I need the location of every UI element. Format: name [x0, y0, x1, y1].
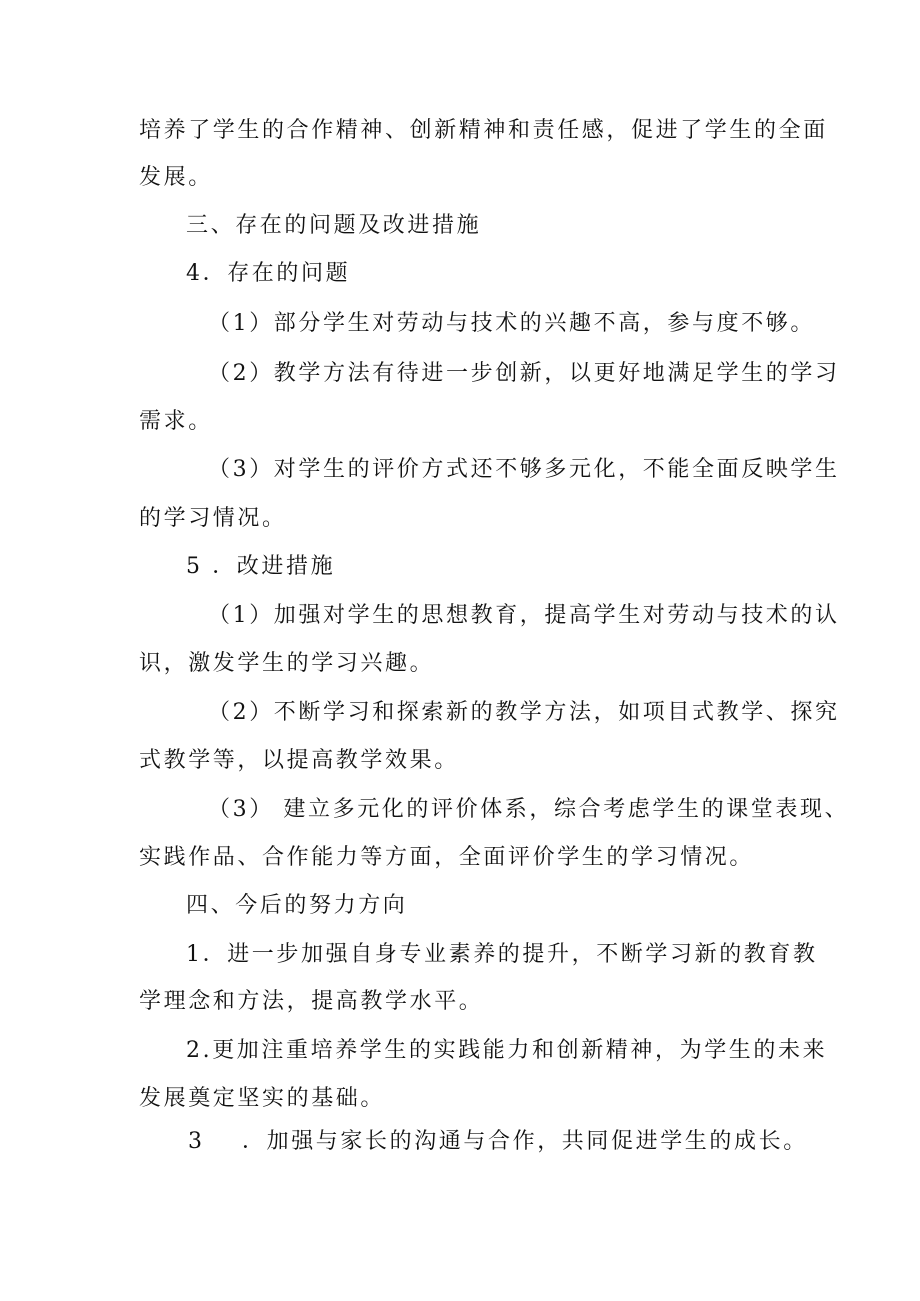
list-item-continuation: 式教学等，以提高教学效果。	[139, 748, 459, 773]
list-item: （3） 建立多元化的评价体系，综合考虑学生的课堂表现、	[208, 797, 850, 822]
list-item-continuation: 识，激发学生的学习兴趣。	[139, 651, 435, 676]
list-item: （2）不断学习和探索新的教学方法，如项目式教学、探究	[208, 700, 840, 725]
list-item-continuation: 实践作品、合作能力等方面，全面评价学生的学习情况。	[139, 845, 755, 870]
subsection-heading: 5 ．改进措施	[186, 554, 336, 579]
list-item: （1）部分学生对劳动与技术的兴趣不高，参与度不够。	[208, 311, 815, 336]
list-item-number: 3	[188, 1129, 205, 1154]
list-item-continuation: 需求。	[139, 409, 213, 434]
list-item: 2.更加注重培养学生的实践能力和创新精神，为学生的未来	[186, 1038, 828, 1063]
section-heading: 三、存在的问题及改进措施	[186, 213, 482, 238]
section-heading: 四、今后的努力方向	[186, 893, 408, 918]
list-item: 1．进一步加强自身专业素养的提升，不断学习新的教育教	[186, 942, 818, 967]
paragraph-line: 培养了学生的合作精神、创新精神和责任感，促进了学生的全面	[139, 118, 828, 143]
list-item: （3）对学生的评价方式还不够多元化，不能全面反映学生	[208, 457, 840, 482]
list-item: （1）加强对学生的思想教育，提高学生对劳动与技术的认	[208, 603, 840, 628]
list-item-continuation: 发展奠定坚实的基础。	[139, 1086, 386, 1111]
subsection-heading: 4．存在的问题	[186, 261, 351, 286]
list-item: ．加强与家长的沟通与合作，共同促进学生的成长。	[242, 1129, 808, 1154]
list-item: （2）教学方法有待进一步创新，以更好地满足学生的学习	[208, 361, 840, 386]
paragraph-line: 发展。	[139, 165, 213, 190]
list-item-continuation: 学理念和方法，提高教学水平。	[139, 989, 484, 1014]
list-item-continuation: 的学习情况。	[139, 506, 287, 531]
